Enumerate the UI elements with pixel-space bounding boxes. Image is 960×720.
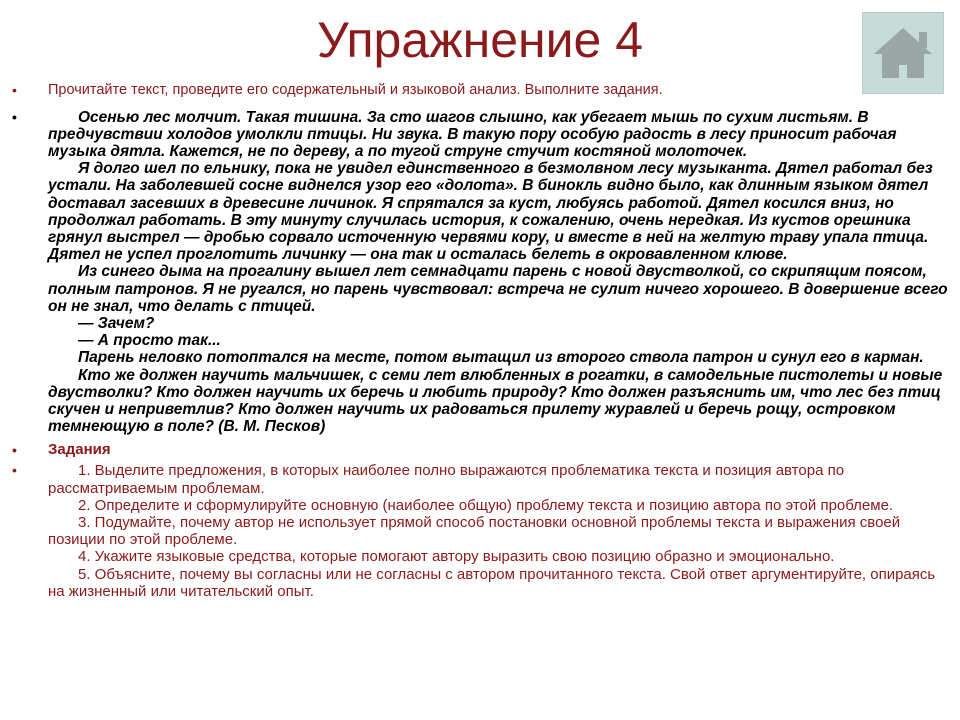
task-item: 1. Выделите предложения, в которых наиболее полно выражаются проблематика текста и позиция автора по рассматриваемым проблемам. bbox=[48, 462, 845, 497]
bullet-marker: • bbox=[12, 462, 17, 479]
task-item: 3. Подумайте, почему автор не использует прямой способ постановки основной проблемы текста и выражения своей позиции по этой проблеме. bbox=[48, 513, 901, 549]
tasks-heading-item bbox=[12, 441, 952, 459]
bullet-marker: • bbox=[12, 108, 17, 125]
story-paragraph: Кто же должен научить мальчишек, с семи лет влюбленных в рогатки, в самодельные пистолеты и новые двустволки? Кто должен научить их беречь и любить природу? Кто должен разъяснить им, что лес без птиц скучен и неприветлив? Кто должен научить их радоваться прилету журавлей и беречь рощу, островком темнеющую в поле? (В. М. Песков) bbox=[48, 366, 943, 436]
bullet-marker: • bbox=[12, 82, 17, 98]
intro-item bbox=[12, 82, 952, 100]
story-paragraph: Из синего дыма на прогалину вышел лет семнадцати парень с новой двустволкой, со скрипящим поясом, полным патронов. Я не ругался, но парень чувствовал: встреча не сулит ничего хорошего. В довершение всего он не знал, что делать с птицей. bbox=[48, 263, 948, 315]
task-item: 5. Объясните, почему вы согласны или не согласны с автором прочитанного текста. Свой ответ аргументируйте, опираясь на жизненный или читательский опыт. bbox=[48, 565, 936, 600]
slide-title: Упражнение 4 bbox=[316, 12, 644, 68]
story-dialogue-line: — Зачем? bbox=[78, 314, 155, 332]
tasks-heading: Задания bbox=[48, 441, 111, 459]
bullet-marker: • bbox=[12, 442, 17, 459]
intro-text: Прочитайте текст, проведите его содержательный и языковой анализ. Выполните задания. bbox=[48, 82, 663, 98]
slide-content bbox=[12, 80, 952, 600]
story-item bbox=[12, 109, 952, 436]
task-item: 4. Укажите языковые средства, которые помогают автору выразить свою позицию образно и эмоционально. bbox=[78, 548, 835, 566]
story-paragraph: Я долго шел по ельнику, пока не увидел единственного в безмолвном лесу музыканта. Дятел работал без устали. На заболевшей сосне виднелся узор его «долота». В бинокль видно было, как длинным языком дятел доставал засевших в древесине личинок. Я спрятался за куст, любуясь работой. Дятел косился вниз, но продолжал работать. В эту минуту случилась история, к сожалению, очень нередкая. Из кустов орешника грянул выстрел — дробью сорвало источенную червями кору, и вместе в ней на желтую траву упала птица. Дятел не успел проглотить личинку — она так и осталась белеть в окровавленном клюве. bbox=[48, 160, 933, 264]
story-dialogue-line: — А просто так... bbox=[78, 332, 221, 350]
story-paragraph: Осенью лес молчит. Такая тишина. За сто шагов слышно, как убегает мышь по сухим листьям. В предчувствии холодов умолкли птицы. Ни звука. В такую пору особую радость в лесу приносит рабочая музыка дятла. Кажется, не по дереву, а по тугой струне стучит костяной молоточек. bbox=[48, 108, 897, 160]
story-paragraph: Парень неловко потоптался на месте, потом вытащил из второго ствола патрон и сунул его в карман. bbox=[78, 349, 924, 367]
task-item: 2. Определите и сформулируйте основную (наиболее общую) проблему текста и позицию автора по этой проблеме. bbox=[78, 496, 894, 514]
tasks-list-item bbox=[12, 462, 952, 600]
